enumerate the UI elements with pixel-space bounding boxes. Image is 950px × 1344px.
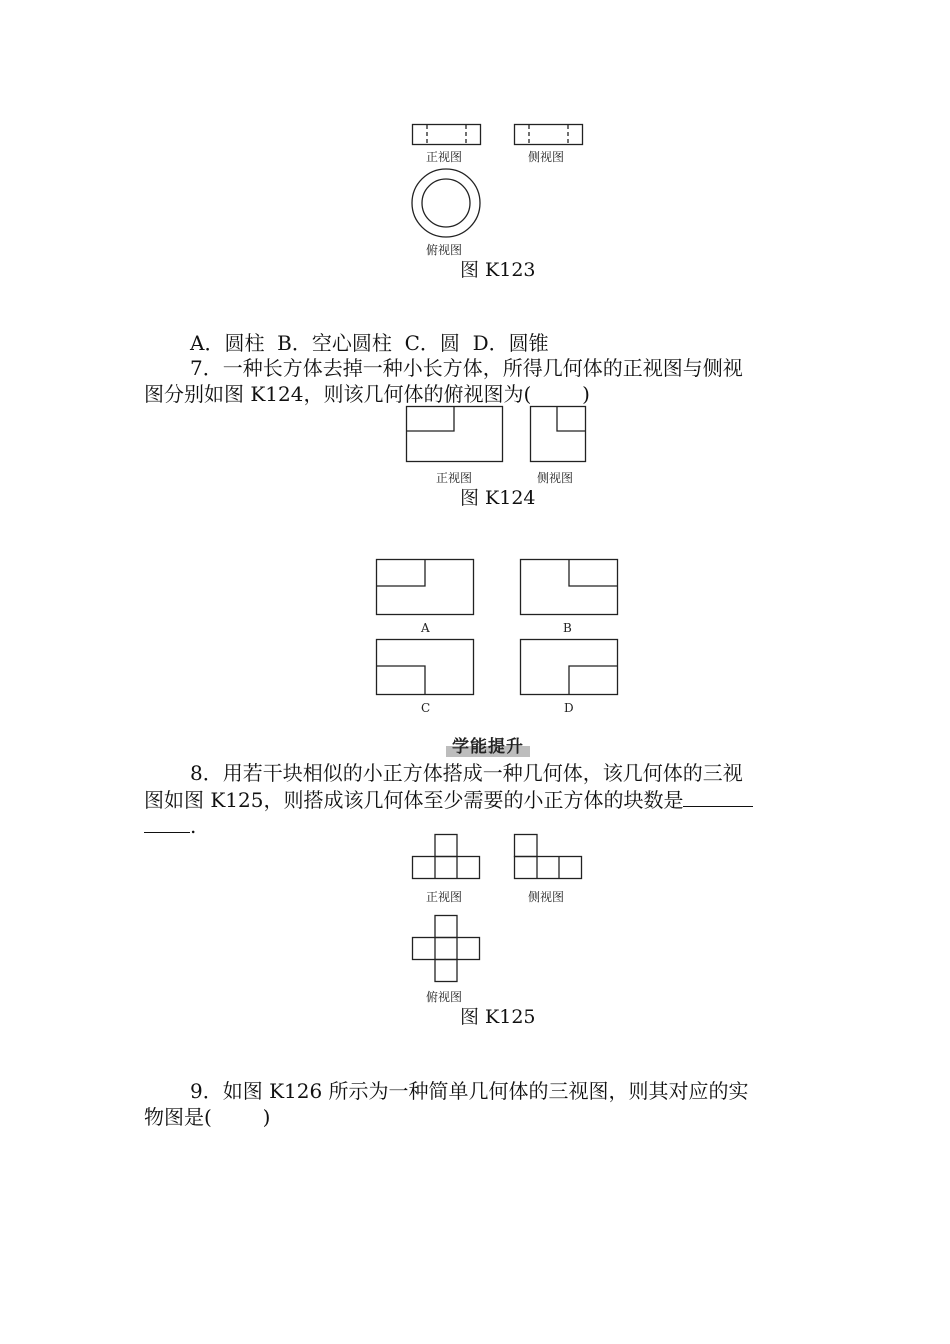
k124-side-view bbox=[530, 406, 588, 464]
k124-front-label: 正视图 bbox=[436, 471, 473, 485]
k123-top-view bbox=[410, 167, 484, 241]
k124-option-b-label: B bbox=[563, 621, 572, 635]
q6-options: A．圆柱 B．空心圆柱 C．圆 D．圆锥 bbox=[190, 331, 549, 355]
q7-line1: 7．一种长方体去掉一种小长方体，所得几何体的正视图与侧视 bbox=[190, 356, 743, 380]
k124-side-label: 侧视图 bbox=[537, 471, 574, 485]
k125-side-view bbox=[514, 834, 584, 882]
q9-line1: 9．如图 K126 所示为一种简单几何体的三视图，则其对应的实 bbox=[190, 1079, 749, 1103]
k123-front-label: 正视图 bbox=[426, 150, 463, 164]
k124-option-b-figure bbox=[520, 559, 620, 617]
k124-option-c-figure bbox=[376, 639, 476, 697]
k124-option-d-label: D bbox=[564, 701, 574, 715]
q8-line2-text: 图如图 K125，则搭成该几何体至少需要的小正方体的块数是 bbox=[144, 788, 684, 812]
q8-line3-end: . bbox=[190, 814, 197, 838]
k125-top-view bbox=[412, 915, 482, 987]
q8-answer-blank-cont[interactable] bbox=[144, 812, 190, 833]
k123-top-label: 俯视图 bbox=[426, 243, 463, 257]
section-banner: 学能提升 bbox=[446, 737, 530, 757]
k123-caption: 图 K123 bbox=[460, 259, 536, 281]
q8-line2 bbox=[144, 786, 753, 813]
k124-option-a-figure bbox=[376, 559, 476, 617]
k123-front-view bbox=[412, 124, 482, 146]
q8-line1: 8．用若干块相似的小正方体搭成一种几何体，该几何体的三视 bbox=[190, 761, 743, 785]
k123-side-label: 侧视图 bbox=[528, 150, 565, 164]
k124-caption: 图 K124 bbox=[460, 487, 536, 509]
q9-line2: 物图是( ) bbox=[144, 1105, 271, 1129]
k124-option-c-label: C bbox=[421, 701, 431, 715]
q7-line2: 图分别如图 K124，则该几何体的俯视图为( ) bbox=[144, 382, 590, 406]
k125-top-label: 俯视图 bbox=[426, 990, 463, 1004]
q8-line3 bbox=[144, 812, 196, 839]
k125-front-label: 正视图 bbox=[426, 890, 463, 904]
k124-option-d-figure bbox=[520, 639, 620, 697]
k125-caption: 图 K125 bbox=[460, 1006, 536, 1028]
k123-side-view bbox=[514, 124, 584, 146]
k124-option-a-label: A bbox=[421, 621, 430, 635]
k124-front-view bbox=[406, 406, 504, 464]
k125-side-label: 侧视图 bbox=[528, 890, 565, 904]
k125-front-view bbox=[412, 834, 482, 882]
q8-answer-blank[interactable] bbox=[683, 786, 753, 807]
